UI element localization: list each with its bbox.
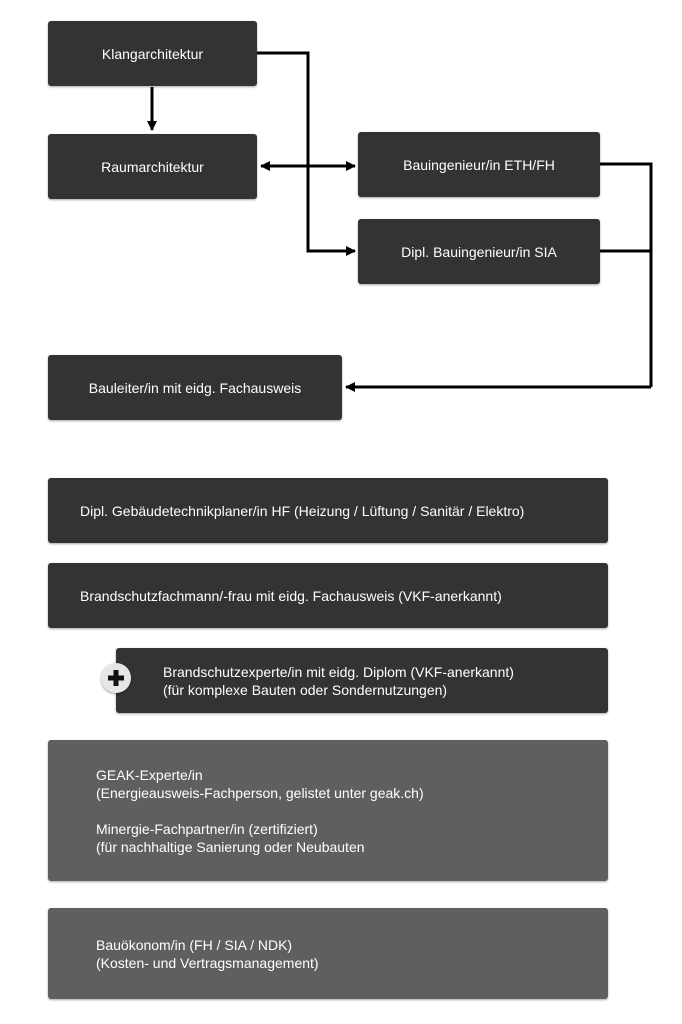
node-klangarchitektur (48, 21, 257, 86)
bauoekonom-subtitle: (Kosten- und Vertragsmanagement) (96, 954, 319, 971)
minergie-title: Minergie-Fachpartner/in (zertifiziert) (96, 820, 318, 837)
node-raumarchitektur (48, 134, 257, 199)
box-label: Brandschutzfachmann/-frau mit eidg. Fachausweis (VKF-anerkannt) (80, 587, 502, 604)
line-eth-out (600, 164, 651, 387)
box-label-line2: (für komplexe Bauten oder Sondernutzungen) (163, 681, 448, 698)
node-bauingenieur-sia (358, 219, 600, 284)
bauoekonom-title: Bauökonom/in (FH / SIA / NDK) (96, 936, 293, 953)
plus-icon[interactable] (101, 663, 131, 693)
box-brandschutzexperte (116, 648, 608, 713)
box-brandschutzfachmann (48, 563, 608, 628)
box-label: Dipl. Gebäudetechnikplaner/in HF (Heizung / Lüftung / Sanitär / Elektro) (80, 502, 525, 519)
node-label: Raumarchitektur (101, 158, 204, 175)
node-label: Klangarchitektur (101, 45, 204, 62)
minergie-subtitle: (für nachhaltige Sanierung oder Neubauten (96, 838, 365, 855)
node-bauingenieur-eth (358, 132, 600, 197)
box-bauoekonom (48, 908, 608, 999)
box-energie (48, 740, 608, 881)
node-label: Bauleiter/in mit eidg. Fachausweis (88, 379, 302, 396)
geak-subtitle: (Energieausweis-Fachperson, gelistet unter geak.ch) (96, 784, 424, 801)
node-label: Dipl. Bauingenieur/in SIA (401, 243, 557, 260)
line-klang-trunk (257, 53, 355, 251)
box-label-line1: Brandschutzexperte/in mit eidg. Diplom (VKF-anerkannt) (163, 663, 514, 680)
node-label: Bauingenieur/in ETH/FH (403, 156, 555, 173)
plus-glyph (107, 669, 125, 687)
box-gebaeudetechnik (48, 478, 608, 543)
node-bauleiter (48, 355, 342, 420)
geak-title: GEAK-Experte/in (96, 766, 203, 783)
